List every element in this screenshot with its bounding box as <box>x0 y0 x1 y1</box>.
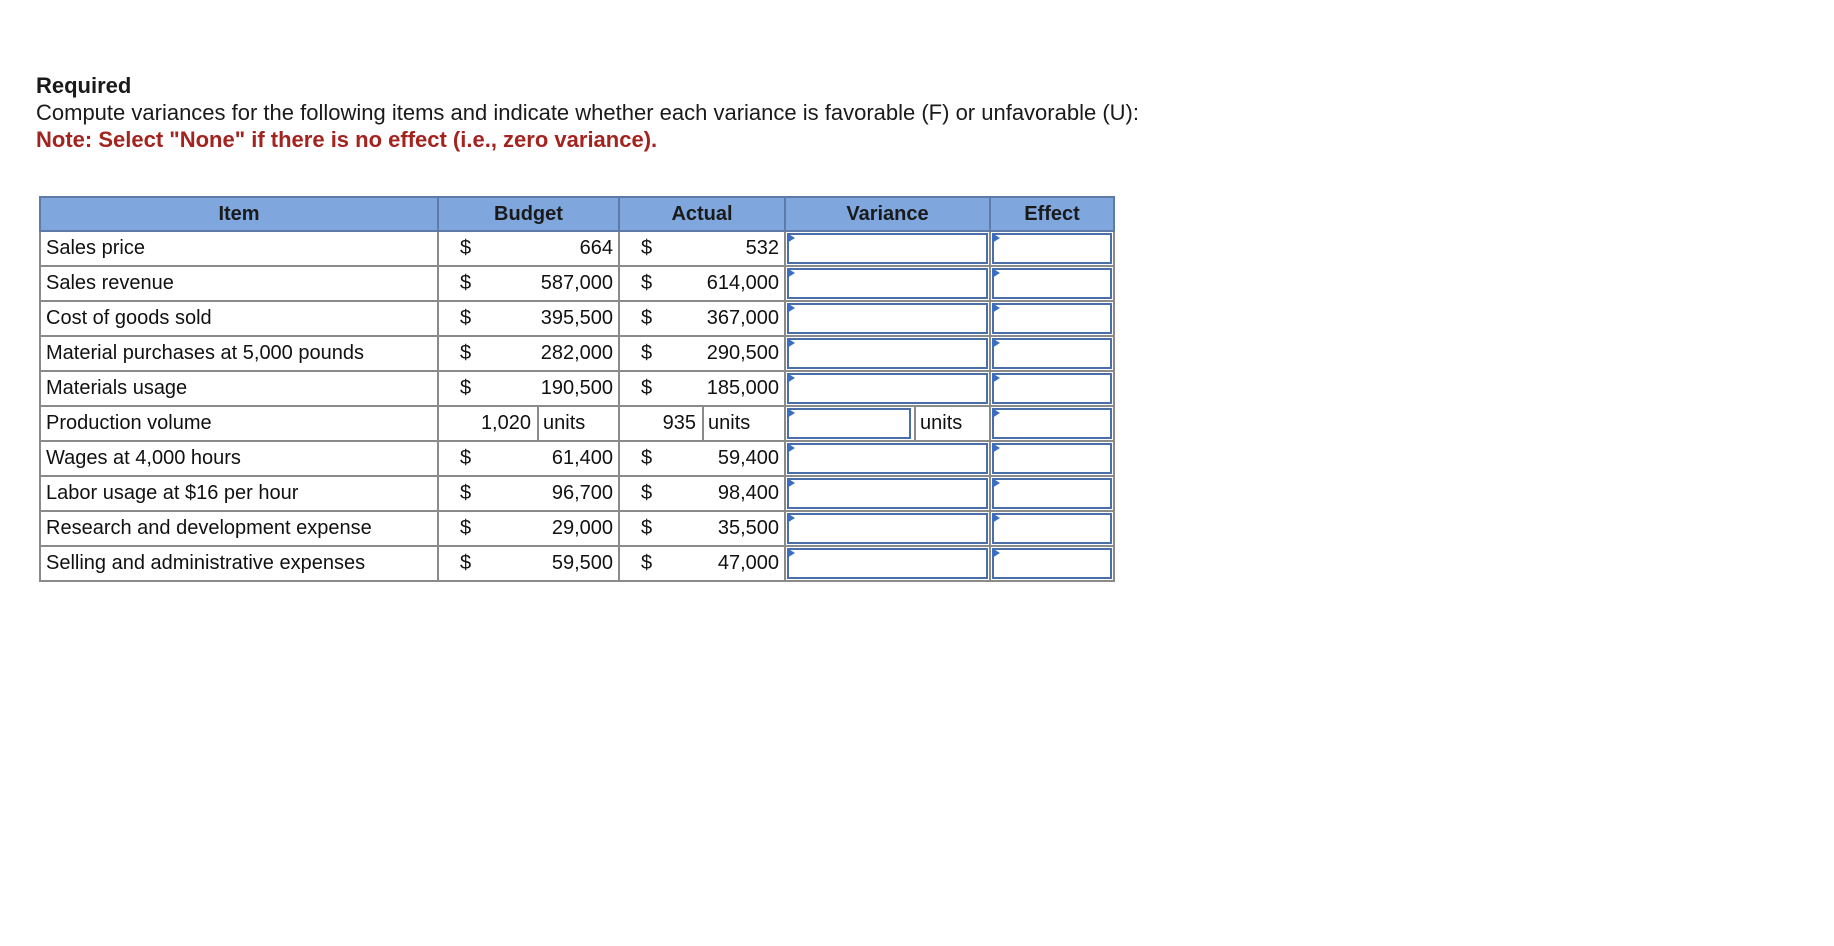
table-row <box>40 546 1114 581</box>
item-label: Wages at 4,000 hours <box>40 441 438 476</box>
budget-dollar-sign: $ <box>438 301 492 336</box>
required-heading: Required <box>36 73 132 98</box>
actual-dollar-sign: $ <box>619 371 673 406</box>
effect-select[interactable] <box>990 336 1114 371</box>
effect-select-box[interactable] <box>992 478 1112 509</box>
table-row <box>40 266 1114 301</box>
table-row <box>40 301 1114 336</box>
variance-input-box[interactable] <box>787 233 988 264</box>
budget-value: 1,020 <box>439 407 539 440</box>
header-actual: Actual <box>619 197 785 231</box>
budget-value: 282,000 <box>492 336 619 371</box>
budget-dollar-sign: $ <box>438 441 492 476</box>
variance-input-box[interactable] <box>787 443 988 474</box>
variance-input-box[interactable] <box>787 548 988 579</box>
dropdown-flag-icon <box>992 233 1000 243</box>
table-row <box>40 511 1114 546</box>
budget-value: 664 <box>492 231 619 266</box>
effect-select-box[interactable] <box>992 408 1112 439</box>
actual-value: 614,000 <box>673 266 785 301</box>
effect-select-box[interactable] <box>992 268 1112 299</box>
instructions <box>36 72 1536 154</box>
dropdown-flag-icon <box>992 443 1000 453</box>
budget-unit-label: units <box>543 412 586 434</box>
table-row <box>40 441 1114 476</box>
variance-input-box[interactable] <box>787 478 988 509</box>
variance-input-box[interactable] <box>787 338 988 369</box>
effect-select[interactable] <box>990 546 1114 581</box>
dropdown-flag-icon <box>787 513 795 523</box>
effect-select[interactable] <box>990 301 1114 336</box>
budget-dollar-sign: $ <box>438 511 492 546</box>
table-row <box>40 231 1114 266</box>
item-label: Cost of goods sold <box>40 301 438 336</box>
actual-value: 532 <box>673 231 785 266</box>
budget-value: 190,500 <box>492 371 619 406</box>
dropdown-flag-icon <box>992 548 1000 558</box>
variance-input-box[interactable] <box>787 373 988 404</box>
dropdown-flag-icon <box>787 268 795 278</box>
dropdown-flag-icon <box>787 443 795 453</box>
budget-dollar-sign: $ <box>438 476 492 511</box>
dropdown-flag-icon <box>992 513 1000 523</box>
variance-table <box>39 196 1115 582</box>
header-item: Item <box>40 197 438 231</box>
actual-unit-label: units <box>708 412 751 434</box>
actual-units-cell <box>619 406 785 441</box>
effect-select-box[interactable] <box>992 443 1112 474</box>
actual-dollar-sign: $ <box>619 546 673 581</box>
effect-select-box[interactable] <box>992 548 1112 579</box>
dropdown-flag-icon <box>992 268 1000 278</box>
variance-input-box[interactable] <box>787 408 911 439</box>
dropdown-flag-icon <box>787 373 795 383</box>
item-label: Selling and administrative expenses <box>40 546 438 581</box>
effect-select[interactable] <box>990 476 1114 511</box>
actual-value: 47,000 <box>673 546 785 581</box>
dropdown-flag-icon <box>787 408 795 418</box>
table-row <box>40 371 1114 406</box>
item-label: Research and development expense <box>40 511 438 546</box>
effect-select[interactable] <box>990 441 1114 476</box>
budget-value: 96,700 <box>492 476 619 511</box>
actual-dollar-sign: $ <box>619 266 673 301</box>
actual-value: 290,500 <box>673 336 785 371</box>
dropdown-flag-icon <box>992 373 1000 383</box>
variance-input[interactable] <box>785 511 990 546</box>
effect-select[interactable] <box>990 371 1114 406</box>
actual-value: 59,400 <box>673 441 785 476</box>
actual-dollar-sign: $ <box>619 301 673 336</box>
variance-unit-label: units <box>914 407 962 440</box>
budget-value: 61,400 <box>492 441 619 476</box>
variance-input-box[interactable] <box>787 513 988 544</box>
dropdown-flag-icon <box>787 338 795 348</box>
dropdown-flag-icon <box>992 338 1000 348</box>
actual-value: 98,400 <box>673 476 785 511</box>
effect-select[interactable] <box>990 266 1114 301</box>
item-label: Sales price <box>40 231 438 266</box>
budget-units-cell <box>438 406 619 441</box>
effect-select-box[interactable] <box>992 338 1112 369</box>
actual-dollar-sign: $ <box>619 511 673 546</box>
actual-value: 35,500 <box>673 511 785 546</box>
budget-dollar-sign: $ <box>438 266 492 301</box>
variance-input[interactable] <box>785 231 990 266</box>
budget-value: 59,500 <box>492 546 619 581</box>
actual-value: 185,000 <box>673 371 785 406</box>
actual-value: 367,000 <box>673 301 785 336</box>
instructions-note: Note: Select "None" if there is no effect (i.e., zero variance). <box>36 127 658 152</box>
effect-select-box[interactable] <box>992 513 1112 544</box>
item-label: Material purchases at 5,000 pounds <box>40 336 438 371</box>
budget-dollar-sign: $ <box>438 231 492 266</box>
variance-input[interactable] <box>785 266 990 301</box>
budget-value: 395,500 <box>492 301 619 336</box>
variance-input-box[interactable] <box>787 268 988 299</box>
actual-dollar-sign: $ <box>619 336 673 371</box>
effect-select[interactable] <box>990 231 1114 266</box>
variance-input[interactable] <box>785 546 990 581</box>
dropdown-flag-icon <box>992 408 1000 418</box>
variance-input[interactable] <box>785 336 990 371</box>
instructions-text: Compute variances for the following items and indicate whether each variance is favorable (F) or unfavorable (U): <box>36 100 1139 125</box>
actual-value: 935 <box>620 407 704 440</box>
budget-dollar-sign: $ <box>438 336 492 371</box>
dropdown-flag-icon <box>992 478 1000 488</box>
variance-input[interactable] <box>785 476 990 511</box>
effect-select-box[interactable] <box>992 373 1112 404</box>
dropdown-flag-icon <box>787 548 795 558</box>
budget-dollar-sign: $ <box>438 546 492 581</box>
effect-select[interactable] <box>990 406 1114 441</box>
item-label: Sales revenue <box>40 266 438 301</box>
dropdown-flag-icon <box>787 233 795 243</box>
budget-value: 587,000 <box>492 266 619 301</box>
header-effect: Effect <box>990 197 1114 231</box>
effect-select[interactable] <box>990 511 1114 546</box>
table-row <box>40 336 1114 371</box>
variance-input-box[interactable] <box>787 303 988 334</box>
table-row <box>40 476 1114 511</box>
variance-input[interactable] <box>785 406 990 441</box>
actual-dollar-sign: $ <box>619 476 673 511</box>
actual-dollar-sign: $ <box>619 231 673 266</box>
variance-input[interactable] <box>785 301 990 336</box>
budget-value: 29,000 <box>492 511 619 546</box>
variance-input[interactable] <box>785 441 990 476</box>
actual-dollar-sign: $ <box>619 441 673 476</box>
header-variance: Variance <box>785 197 990 231</box>
table-row <box>40 406 1114 441</box>
budget-dollar-sign: $ <box>438 371 492 406</box>
effect-select-box[interactable] <box>992 233 1112 264</box>
dropdown-flag-icon <box>787 303 795 313</box>
item-label: Production volume <box>40 406 438 441</box>
dropdown-flag-icon <box>992 303 1000 313</box>
dropdown-flag-icon <box>787 478 795 488</box>
header-budget: Budget <box>438 197 619 231</box>
item-label: Labor usage at $16 per hour <box>40 476 438 511</box>
item-label: Materials usage <box>40 371 438 406</box>
variance-input[interactable] <box>785 371 990 406</box>
table-header-row <box>40 197 1114 231</box>
effect-select-box[interactable] <box>992 303 1112 334</box>
